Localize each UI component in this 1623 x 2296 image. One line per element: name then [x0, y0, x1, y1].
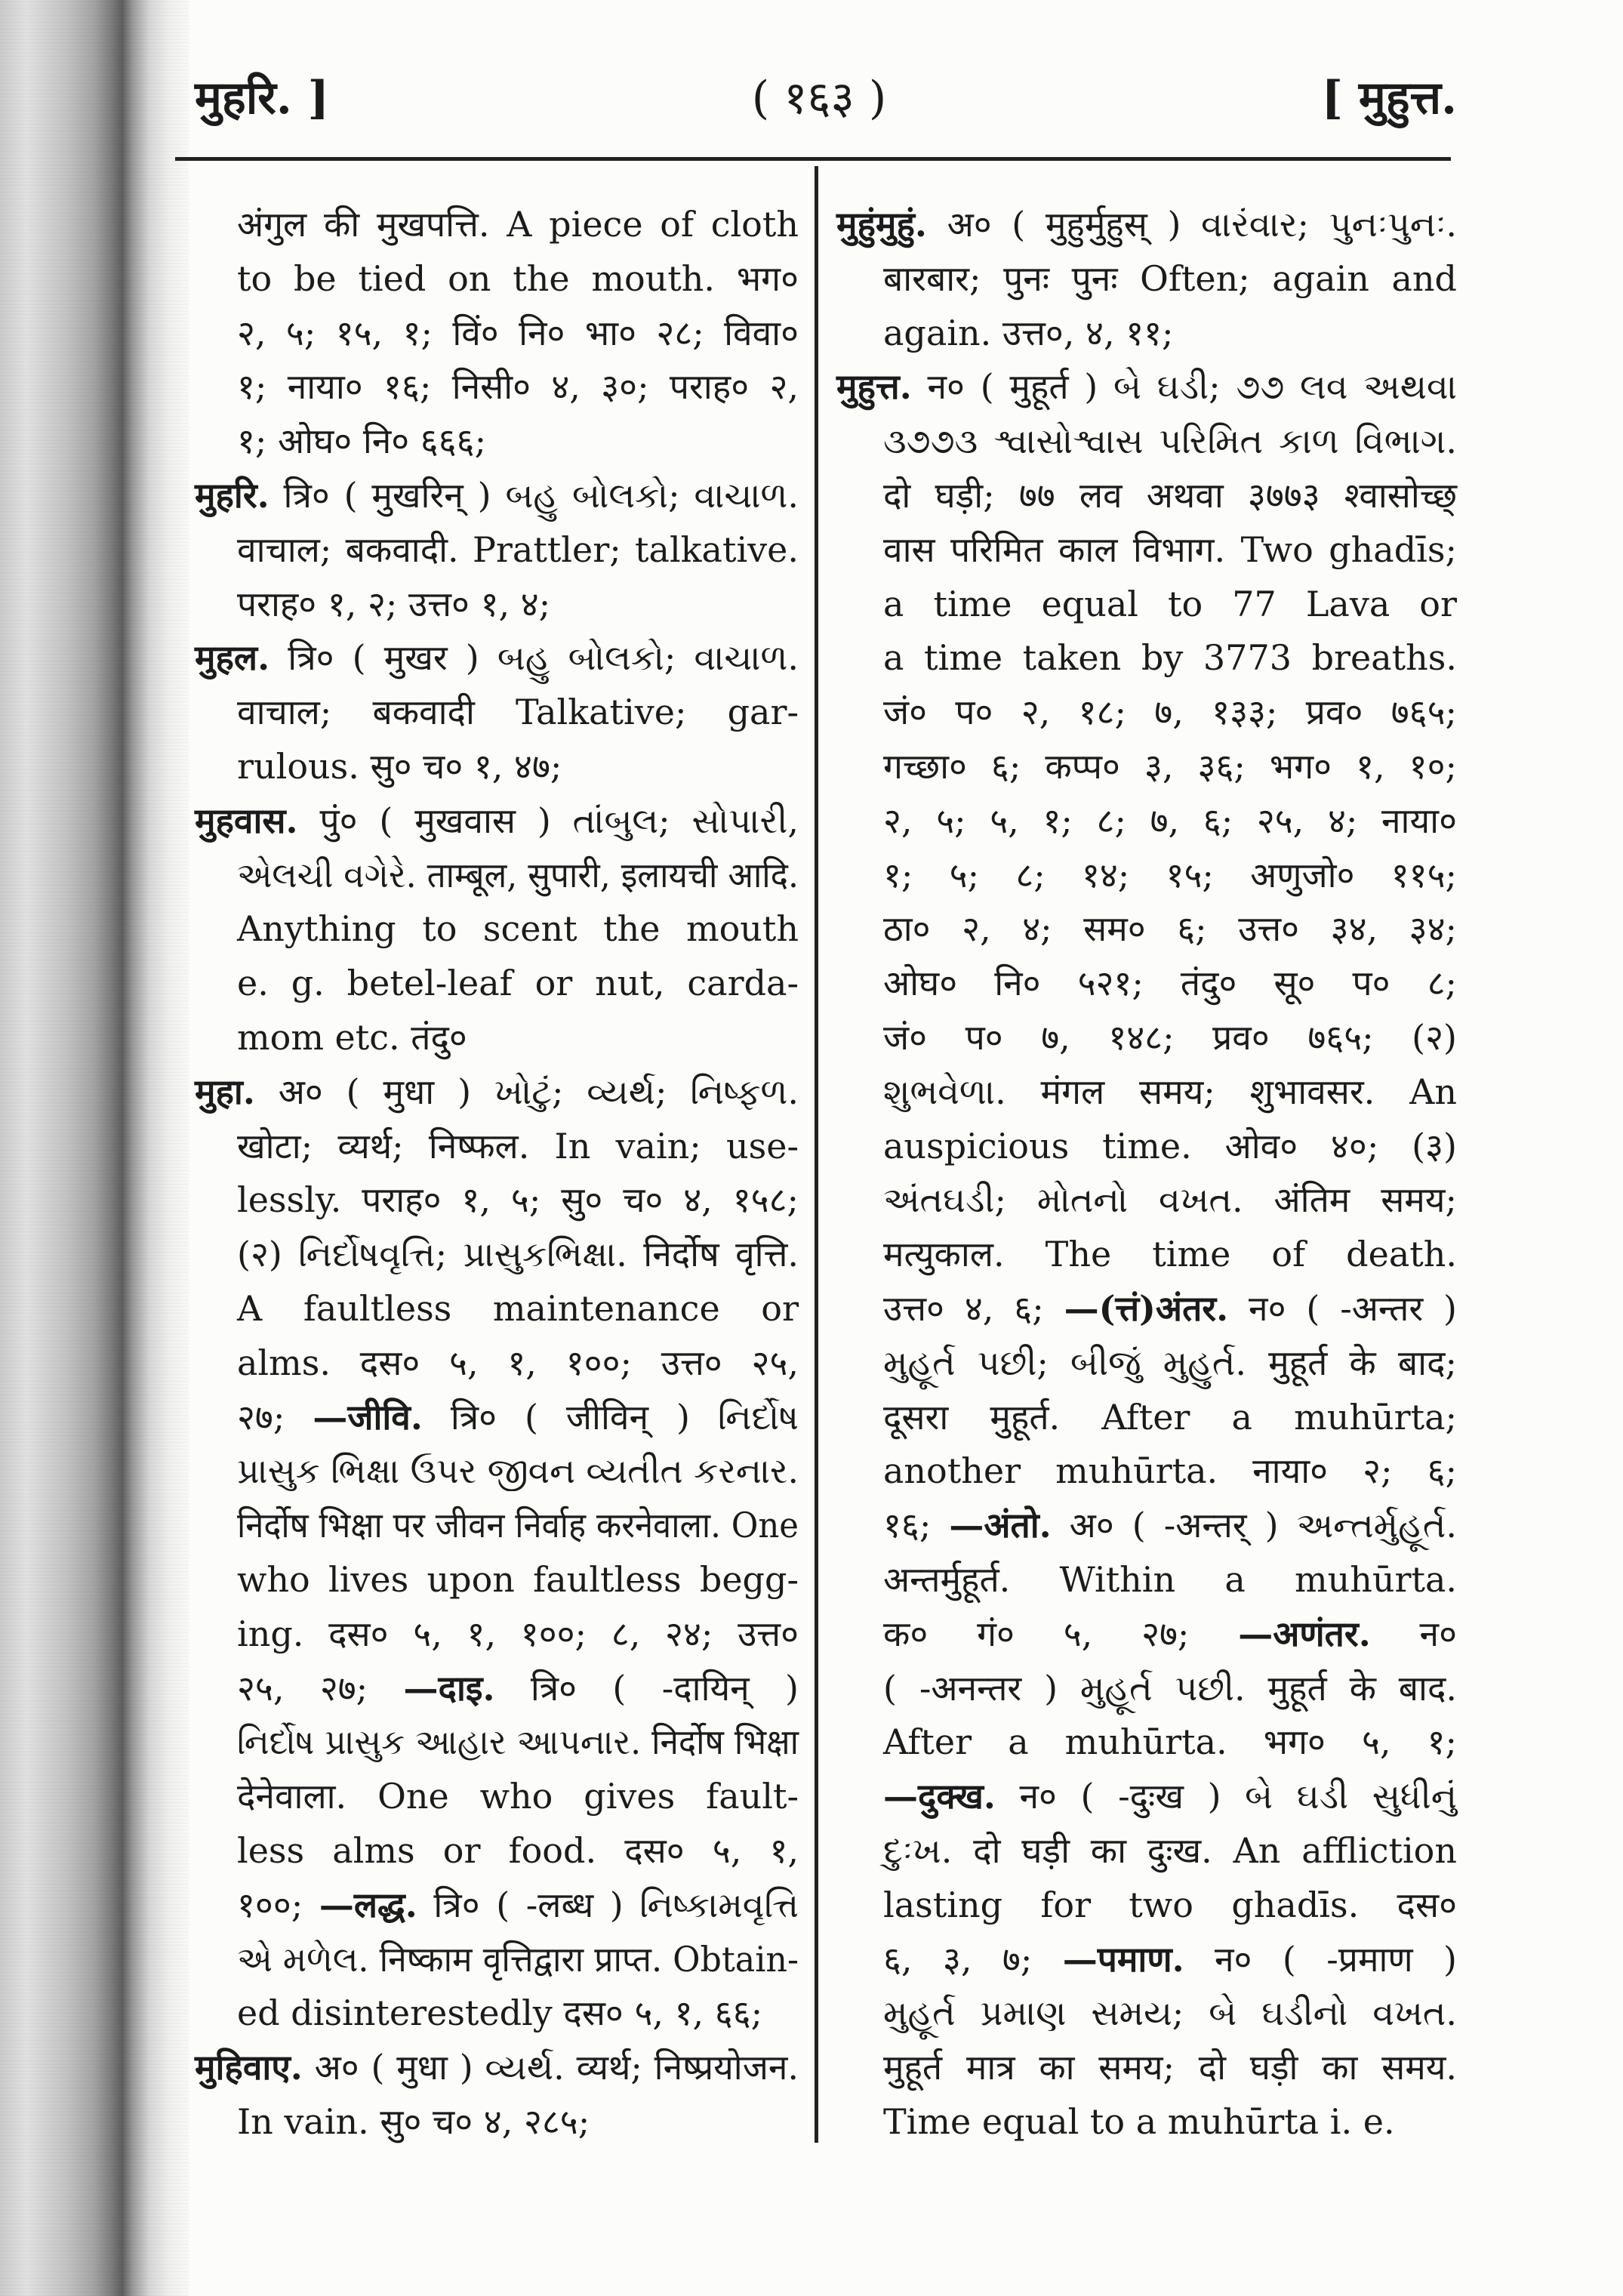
entry-line	[195, 1824, 799, 1878]
line-text: अ० ( मुधा ) ખોટું; વ્યર્થ; નિષ્ફળ.	[278, 1071, 799, 1112]
line-text: mom etc. तंदु०	[237, 1016, 467, 1058]
entry-line	[836, 1391, 1457, 1445]
line-content	[883, 1228, 1457, 1282]
entry-line	[195, 2095, 799, 2150]
line-text: २७;	[237, 1396, 313, 1438]
entry-line	[195, 1228, 799, 1282]
line-content	[195, 631, 799, 686]
entry-line	[836, 1444, 1457, 1499]
line-content	[883, 1120, 1457, 1174]
entry-line	[195, 523, 799, 578]
entry-line	[195, 2041, 799, 2095]
line-content	[883, 1391, 1457, 1445]
line-content	[883, 307, 1174, 361]
entry-line	[836, 957, 1457, 1011]
line-content	[883, 1065, 1457, 1120]
line-text: lasting for two ghadīs. दस०	[883, 1884, 1457, 1925]
entry-line	[836, 1986, 1457, 2041]
line-text: પ્રાસુક ભિક્ષા ઉપર જીવન વ્યતીત કરનાર.	[237, 1450, 799, 1492]
line-content	[883, 1607, 1457, 1662]
entry-line	[836, 1770, 1457, 1824]
line-content	[883, 1824, 1457, 1878]
line-text: lessly. पराह० १, ५; सु० च० ४, १५८;	[237, 1179, 799, 1221]
line-content	[237, 686, 799, 740]
line-content	[883, 1282, 1457, 1336]
entry-line	[195, 307, 799, 361]
line-text: ६, ३, ७;	[883, 1938, 1063, 1980]
line-text: મુહૂર્ત પ્રમાણ સમય; બે ઘડીનો વખત.	[883, 1992, 1457, 2034]
entry-line	[195, 1607, 799, 1662]
entry-continuation	[195, 198, 799, 469]
line-content	[883, 1499, 1457, 1553]
entry-line	[836, 2041, 1457, 2095]
dictionary-entry	[836, 360, 1457, 2149]
entry-line	[836, 1933, 1457, 1987]
line-text: Time equal to a muhūrta i. e.	[883, 2100, 1395, 2142]
line-content	[883, 1553, 1457, 1607]
line-text: अंगुल की मुखपत्ति. A piece of cloth	[237, 204, 799, 245]
header-rule	[175, 157, 1451, 161]
entry-line	[836, 1228, 1457, 1282]
line-content	[237, 849, 799, 903]
line-content	[883, 578, 1457, 632]
entry-line	[195, 686, 799, 740]
line-text: १; नाया० १६; निसी० ४, ३०; पराह० २,	[237, 366, 799, 408]
line-content	[237, 578, 550, 632]
dictionary-entry	[195, 2041, 799, 2150]
line-text: त्रि० ( -लब्ध ) નિષ્કામવૃત્તિ	[417, 1884, 799, 1925]
line-content	[237, 902, 799, 957]
entry-line	[195, 1986, 799, 2041]
line-content	[237, 1173, 799, 1228]
dictionary-entry	[195, 1065, 799, 2041]
line-content	[195, 469, 799, 523]
entry-line	[836, 1282, 1457, 1336]
entry-line	[195, 198, 799, 252]
line-content	[195, 1065, 799, 1120]
line-text: १००;	[237, 1884, 319, 1925]
line-text: a time equal to 77 Lava or	[883, 583, 1457, 624]
sub-headword: —जीवि.	[313, 1396, 423, 1438]
entry-line	[836, 686, 1457, 740]
entry-line	[836, 1715, 1457, 1770]
headword: मुहल.	[195, 637, 270, 679]
line-content	[883, 1770, 1457, 1824]
entry-line	[836, 252, 1457, 307]
line-text: पराह० १, २; उत्त० १, ४;	[237, 583, 551, 624]
scan-edge-shadow	[0, 0, 189, 2296]
entry-line	[195, 415, 799, 469]
entry-line	[195, 1282, 799, 1336]
entry-line	[195, 631, 799, 686]
sub-headword: —लद्ध.	[319, 1884, 417, 1925]
line-text: દુઃખ. दो घड़ी का दुःख. An affliction	[883, 1829, 1457, 1871]
line-text: ing. दस० ५, १, १००; ८, २४; उत्त०	[237, 1613, 799, 1654]
entry-line	[195, 1878, 799, 1933]
dictionary-entry	[195, 631, 799, 794]
line-text: निर्दोष भिक्षा पर जीवन निर्वाह करनेवाला. One	[237, 1505, 799, 1546]
running-head-right: [ मुहुत्त.	[1321, 72, 1457, 125]
line-content	[237, 1715, 799, 1770]
line-text: १; ५; ८; १४; १५; अणुजो० ११५;	[883, 854, 1457, 895]
entry-line	[836, 1336, 1457, 1391]
sub-headword: —(त्तं)अंतर.	[1064, 1287, 1229, 1329]
line-text: अन्तर्मुहूर्त. Within a muhūrta.	[883, 1558, 1457, 1600]
line-content	[237, 360, 799, 415]
line-text: rulous. सु० च० १, ४७;	[237, 745, 562, 787]
line-text: In vain. सु० च० ४, २८५;	[237, 2100, 590, 2142]
line-text: जं० प० ७, १४८; प्रव० ७६५; (२)	[883, 1016, 1457, 1058]
line-content	[237, 1282, 799, 1336]
line-text: to be tied on the mouth. भग०	[237, 257, 799, 299]
entry-line	[195, 1553, 799, 1607]
entry-line	[836, 469, 1457, 523]
entry-line	[836, 1607, 1457, 1662]
sub-headword: —अंतो.	[949, 1505, 1052, 1546]
sub-headword: —अणंतर.	[1238, 1613, 1371, 1654]
line-text: ठा० २, ४; सम० ६; उत्त० ३४, ३४;	[883, 908, 1457, 950]
headword: मुहवास.	[195, 800, 298, 841]
entry-line	[836, 1173, 1457, 1228]
line-text: देनेवाला. One who gives fault-	[237, 1776, 799, 1817]
line-content	[883, 2095, 1395, 2150]
line-text: गच्छा० ६; कप्प० ३, ३६; भग० १, १०;	[883, 745, 1457, 787]
headword: मुहिवाए.	[195, 2047, 303, 2088]
entry-line	[836, 740, 1457, 794]
line-content	[883, 686, 1457, 740]
line-text: ed disinterestedly दस० ५, १, ६६;	[237, 1992, 763, 2034]
line-content	[883, 1662, 1457, 1716]
line-text: A faultless maintenance or	[237, 1287, 799, 1329]
entry-line	[836, 523, 1457, 578]
line-content	[237, 1824, 799, 1878]
entry-line	[195, 1499, 799, 1553]
headword: मुहुंमुहुं.	[836, 204, 927, 245]
line-text: એલચી વગેરે. ताम्बूल, सुपारी, इलायची आदि.	[237, 854, 799, 895]
entry-line	[836, 794, 1457, 849]
entry-line	[836, 360, 1457, 415]
entry-line	[195, 849, 799, 903]
line-content	[237, 957, 799, 1011]
entry-line	[195, 1662, 799, 1716]
entry-line	[836, 1065, 1457, 1120]
entry-line	[836, 1824, 1457, 1878]
entry-line	[195, 957, 799, 1011]
entry-line	[836, 1878, 1457, 1933]
entry-line	[195, 1770, 799, 1824]
line-text: अ० ( मुहुर्मुहुस् ) વારંવાર; પુનઃપુનઃ.	[947, 204, 1457, 245]
line-text: वाचाल; बकवादी. Prattler; talkative.	[237, 529, 799, 570]
entry-line	[195, 1065, 799, 1120]
line-content	[883, 2041, 1457, 2095]
entry-line	[195, 1173, 799, 1228]
line-content	[883, 523, 1457, 578]
entry-line	[836, 578, 1457, 632]
line-text: મુહૂર્ત પછી; બીજું મુહુર્ત. मुहूर्त के बाद;	[883, 1342, 1457, 1383]
line-content	[237, 415, 486, 469]
line-content	[237, 2095, 590, 2150]
line-text: who lives upon faultless begg-	[237, 1558, 799, 1600]
line-text: another muhūrta. नाया० २; ६;	[883, 1450, 1457, 1492]
sub-headword: —दाइ.	[403, 1667, 495, 1709]
line-text: अ० ( -अन्तर् ) અન્તર્મુહૂર્ત.	[1051, 1505, 1457, 1546]
line-content	[237, 1120, 799, 1174]
dictionary-entry	[836, 198, 1457, 360]
line-text: खोटा; व्यर्थ; निष्फल. In vain; use-	[237, 1125, 799, 1166]
line-text: दो घड़ी; ७७ लव अथवा ३७७३ श्वासोच्छ्	[883, 474, 1457, 516]
entry-line	[195, 360, 799, 415]
entry-line	[836, 1120, 1457, 1174]
entry-line	[195, 1120, 799, 1174]
entry-line	[836, 1499, 1457, 1553]
running-head-left: मुहरि. ]	[195, 72, 329, 125]
line-content	[237, 1933, 799, 1987]
line-text: ओघ० नि० ५२१; तंदु० सू० प० ८;	[883, 963, 1457, 1004]
entry-line	[195, 1715, 799, 1770]
line-text: जं० प० २, १८; ७, १३३; प्रव० ७६५;	[883, 692, 1457, 733]
headword: मुहुत्त.	[836, 366, 912, 408]
line-content	[237, 1607, 799, 1662]
line-text: अ० ( मुधा ) વ્યર્થ. व्यर्थ; निष्प्रयोजन.	[314, 2047, 799, 2088]
entry-line	[836, 1662, 1457, 1716]
line-content	[237, 1986, 762, 2041]
line-content	[836, 198, 1457, 252]
entry-line	[195, 1933, 799, 1987]
line-content	[883, 415, 1457, 469]
entry-line	[195, 252, 799, 307]
line-text: શુભવેળા. मंगल समय; शुभावसर. An	[883, 1071, 1457, 1112]
left-column	[195, 198, 799, 2150]
line-text: auspicious time. ओव० ४०; (३)	[883, 1125, 1457, 1166]
page-number: ( १६३ )	[751, 72, 887, 125]
dictionary-entry	[195, 469, 799, 631]
line-content	[237, 1336, 799, 1391]
column-divider	[815, 166, 818, 2143]
line-text: न० ( मुहूर्त ) બે ઘડી; ૭૭ લવ અથવા	[927, 366, 1457, 408]
entry-line	[195, 794, 799, 849]
line-text: alms. दस० ५, १, १००; उत्त० २५,	[237, 1342, 799, 1383]
line-text: वास परिमित काल विभाग. Two ghadīs;	[883, 529, 1457, 570]
line-content	[883, 740, 1457, 794]
line-text: दूसरा मुहूर्त. After a muhūrta;	[883, 1396, 1457, 1438]
line-content	[237, 252, 799, 307]
entry-line	[195, 740, 799, 794]
line-text: न०	[1370, 1613, 1457, 1654]
line-content	[883, 1444, 1457, 1499]
line-text: २, ५; १५, १; विं० नि० भा० २८; विवा०	[237, 312, 799, 353]
right-column	[836, 198, 1457, 2150]
line-content	[237, 1770, 799, 1824]
entry-line	[836, 198, 1457, 252]
entry-line	[836, 1553, 1457, 1607]
line-content	[883, 849, 1457, 903]
entry-line	[836, 849, 1457, 903]
line-content	[883, 1986, 1457, 2041]
line-text: मुहूर्त मात्र का समय; दो घड़ी का समय.	[883, 2047, 1457, 2088]
line-content	[883, 631, 1457, 686]
line-text: १; ओघ० नि० ६६६;	[237, 421, 487, 462]
line-content	[237, 307, 799, 361]
line-content	[883, 794, 1457, 849]
line-text: त्रि० ( मुखरिन् ) બહુ બોલકો; વાચાળ.	[283, 474, 799, 516]
sub-headword: —पमाण.	[1062, 1938, 1184, 1980]
headword: मुहरि.	[195, 474, 269, 516]
line-content	[237, 1228, 799, 1282]
entry-line	[195, 902, 799, 957]
sub-headword: —दुक्ख.	[883, 1776, 996, 1817]
line-text: less alms or food. दस० ५, १,	[237, 1829, 799, 1871]
entry-line	[195, 1391, 799, 1445]
line-content	[237, 1011, 467, 1065]
line-content	[237, 198, 799, 252]
line-text: बारबार; पुनः पुनः Often; again and	[883, 257, 1457, 299]
entry-line	[195, 1444, 799, 1499]
line-content	[237, 1444, 799, 1499]
line-text: २, ५; ५, १; ८; ७, ६; २५, ४; नाया०	[883, 800, 1457, 841]
line-text: पुं० ( मुखवास ) તાંબુલ; સોપારી,	[319, 800, 799, 841]
line-text: After a muhūrta. भग० ५, १;	[883, 1721, 1457, 1763]
entry-line	[195, 1011, 799, 1065]
line-content	[237, 1662, 799, 1716]
line-content	[883, 1011, 1457, 1065]
line-content	[883, 957, 1457, 1011]
line-text: e. g. betel-leaf or nut, carda-	[237, 963, 799, 1004]
line-text: २५, २७;	[237, 1667, 404, 1709]
line-text: ૩૭૭૩ શ્વાસોશ્વાસ પરિમિત કાળ વિભાગ.	[883, 421, 1457, 462]
entry-line	[836, 1011, 1457, 1065]
line-content	[237, 740, 562, 794]
entry-line	[836, 307, 1457, 361]
line-text: क० गं० ५, २७;	[883, 1613, 1239, 1654]
dictionary-entry	[195, 794, 799, 1065]
line-text: न० ( -प्रमाण )	[1184, 1938, 1458, 1980]
line-text: त्रि० ( -दायिन् )	[494, 1667, 799, 1709]
line-content	[836, 360, 1457, 415]
entry-line	[836, 415, 1457, 469]
line-content	[883, 1173, 1457, 1228]
line-text: त्रि० ( जीविन् ) નિર્દોષ	[422, 1396, 799, 1438]
entry-line	[195, 469, 799, 523]
line-text: (२) નિર્દોષવૃત્તિ; પ્રાસુકભિક્ષા. निर्दोष वृत्ति.	[237, 1234, 799, 1275]
line-text: નિર્દોષ પ્રાસુક આહાર આપનાર. निर्दोष भिक्षा	[237, 1721, 799, 1763]
line-content	[195, 2041, 799, 2095]
line-text: Anything to scent the mouth	[237, 908, 799, 950]
line-content	[883, 252, 1457, 307]
line-content	[883, 1878, 1457, 1933]
line-content	[237, 1391, 799, 1445]
line-content	[883, 469, 1457, 523]
entry-line	[836, 902, 1457, 957]
entry-line	[836, 2095, 1457, 2150]
line-text: त्रि० ( मुखर ) બહુ બોલકો; વાચાળ.	[288, 637, 799, 679]
line-text: उत्त० ४, ६;	[883, 1287, 1064, 1329]
line-text: न० ( -अन्तर )	[1228, 1287, 1457, 1329]
line-content	[883, 902, 1457, 957]
line-text: ( -अनन्तर ) મુહૂર્ત પછી. मुहूर्त के बाद.	[883, 1667, 1457, 1709]
line-text: न० ( -दुःख ) બે ઘડી સુધીનું	[995, 1776, 1457, 1817]
line-content	[237, 1499, 799, 1553]
line-text: again. उत्त०, ४, ११;	[883, 312, 1174, 353]
line-text: એ મળેલ. निष्काम वृत्तिद्वारा प्राप्त. Obtain-	[237, 1938, 799, 1980]
line-content	[195, 794, 799, 849]
entry-line	[195, 1336, 799, 1391]
line-content	[237, 1878, 799, 1933]
entry-line	[195, 578, 799, 632]
line-text: અંતઘડી; મોતનો વખત. अंतिम समय;	[883, 1179, 1457, 1221]
entry-line	[836, 631, 1457, 686]
line-text: a time taken by 3773 breaths.	[883, 637, 1457, 679]
line-content	[883, 1715, 1457, 1770]
line-text: १६;	[883, 1505, 950, 1546]
line-content	[883, 1933, 1457, 1987]
line-content	[237, 1553, 799, 1607]
line-content	[237, 523, 799, 578]
line-text: वाचाल; बकवादी Talkative; gar-	[237, 692, 799, 733]
line-content	[883, 1336, 1457, 1391]
headword: मुहा.	[195, 1071, 255, 1112]
line-text: मत्युकाल. The time of death.	[883, 1234, 1457, 1275]
